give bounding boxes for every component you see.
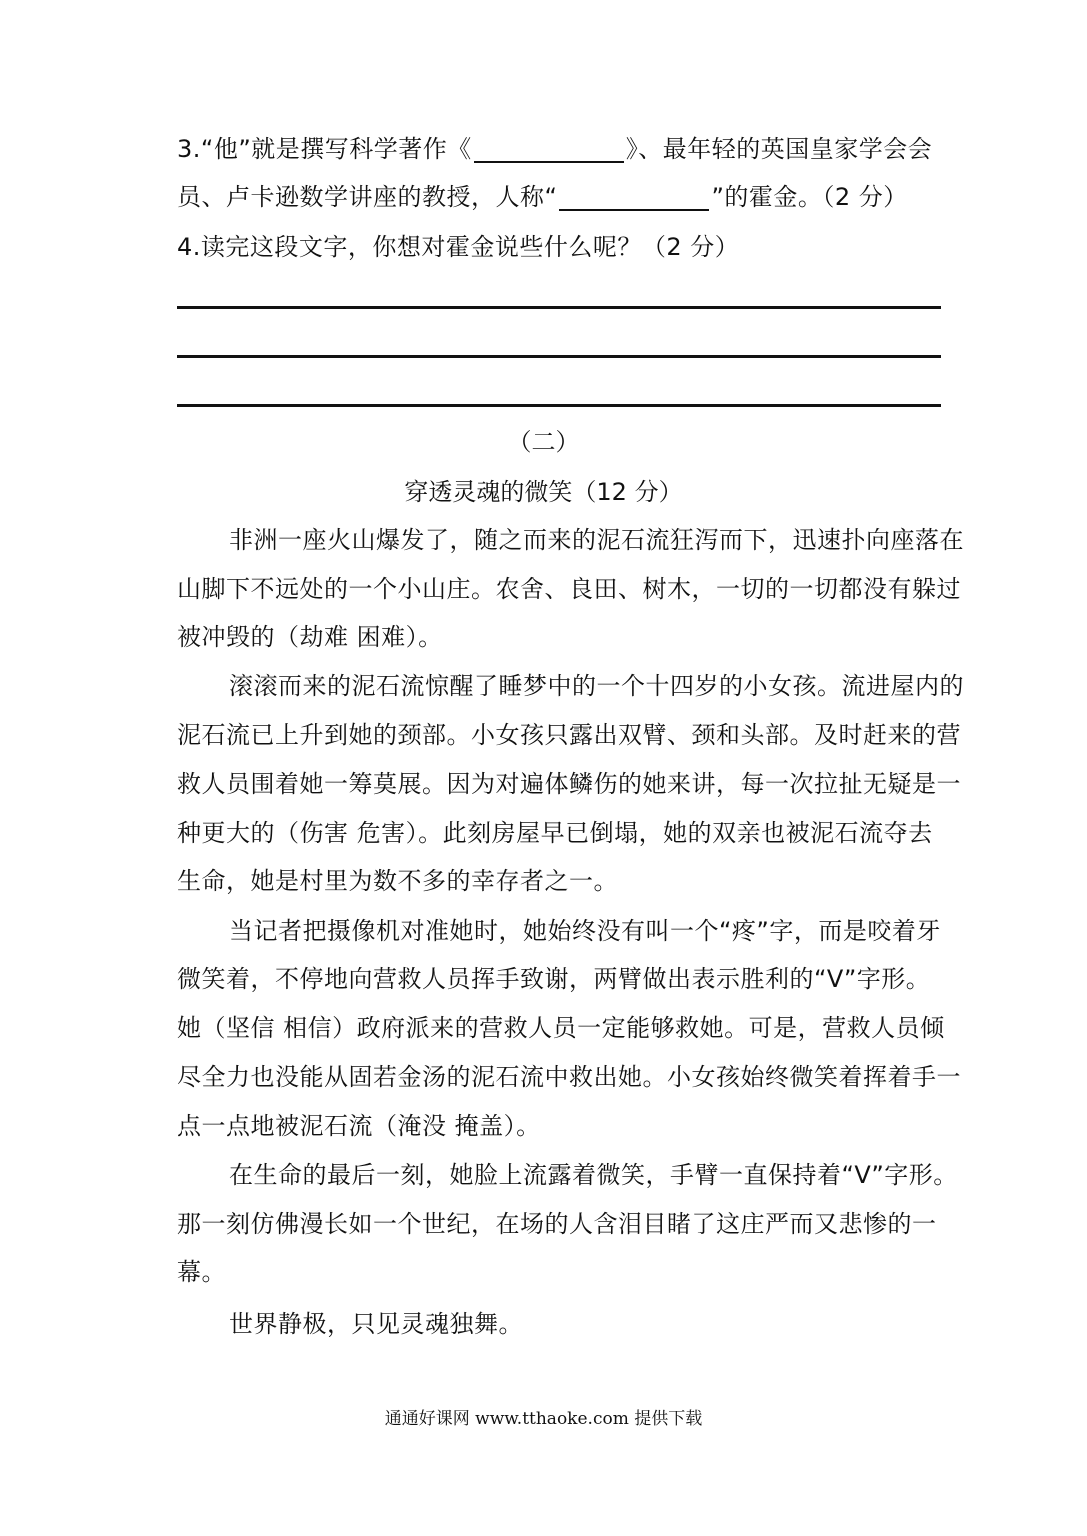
passage-line: 生命，她是村里为数不多的幸存者之一。 [177, 867, 618, 895]
passage-line: 微笑着，不停地向营救人员挥手致谢，两臂做出表示胜利的“V”字形。 [177, 965, 931, 993]
passage-title: 穿透灵魂的微笑（12 分） [404, 478, 683, 506]
section-number: （二） [507, 428, 580, 456]
passage-line: 当记者把摄像机对准她时，她始终没有叫一个“疼”字，而是咬着牙 [229, 917, 941, 945]
passage-line: 在生命的最后一刻，她脸上流露着微笑，手臂一直保持着“V”字形。 [229, 1161, 958, 1189]
passage-line: 世界静极，只见灵魂独舞。 [229, 1310, 523, 1338]
question-4-prompt: 4.读完这段文字，你想对霍金说些什么呢？（2 分） [177, 233, 740, 261]
answer-line-3[interactable] [177, 404, 941, 407]
answer-line-2[interactable] [177, 355, 941, 358]
question-3-text-c: 员、卢卡逊数学讲座的教授，人称“ [177, 183, 558, 211]
passage-line: 救人员围着她一筹莫展。因为对遍体鳞伤的她来讲，每一次拉扯无疑是一 [177, 770, 961, 798]
passage-line: 滚滚而来的泥石流惊醒了睡梦中的一个十四岁的小女孩。流进屋内的 [229, 672, 964, 700]
passage-line: 被冲毁的（劫难 困难）。 [177, 623, 443, 651]
answer-blank-nickname[interactable] [559, 187, 709, 211]
question-3-line-2 [177, 182, 977, 212]
answer-blank-book-title[interactable] [474, 139, 624, 163]
passage-line: 山脚下不远处的一个小山庄。农舍、良田、树木，一切的一切都没有躲过 [177, 575, 961, 603]
question-3-line-1 [177, 134, 977, 164]
passage-line: 她（坚信 相信）政府派来的营救人员一定能够救她。可是，营救人员倾 [177, 1014, 945, 1042]
question-3-text-b: 》、最年轻的英国皇家学会会 [625, 135, 933, 163]
answer-line-1[interactable] [177, 306, 941, 309]
question-3-text-a: 3.“他”就是撰写科学著作《 [177, 135, 472, 163]
passage-line: 那一刻仿佛漫长如一个世纪，在场的人含泪目睹了这庄严而又悲惨的一 [177, 1210, 937, 1238]
passage-line: 泥石流已上升到她的颈部。小女孩只露出双臂、颈和头部。及时赶来的营 [177, 721, 961, 749]
passage-line: 非洲一座火山爆发了，随之而来的泥石流狂泻而下，迅速扑向座落在 [229, 526, 964, 554]
passage-line: 种更大的（伤害 危害）。此刻房屋早已倒塌，她的双亲也被泥石流夺去 [177, 819, 933, 847]
question-3-text-d: ”的霍金。（2 分） [711, 183, 908, 211]
passage-line: 幕。 [177, 1258, 226, 1286]
footer-source-text: 通通好课网 www.tthaoke.com 提供下载 [384, 1409, 703, 1429]
passage-line: 点一点地被泥石流（淹没 掩盖）。 [177, 1112, 541, 1140]
passage-line: 尽全力也没能从固若金汤的泥石流中救出她。小女孩始终微笑着挥着手一 [177, 1063, 961, 1091]
